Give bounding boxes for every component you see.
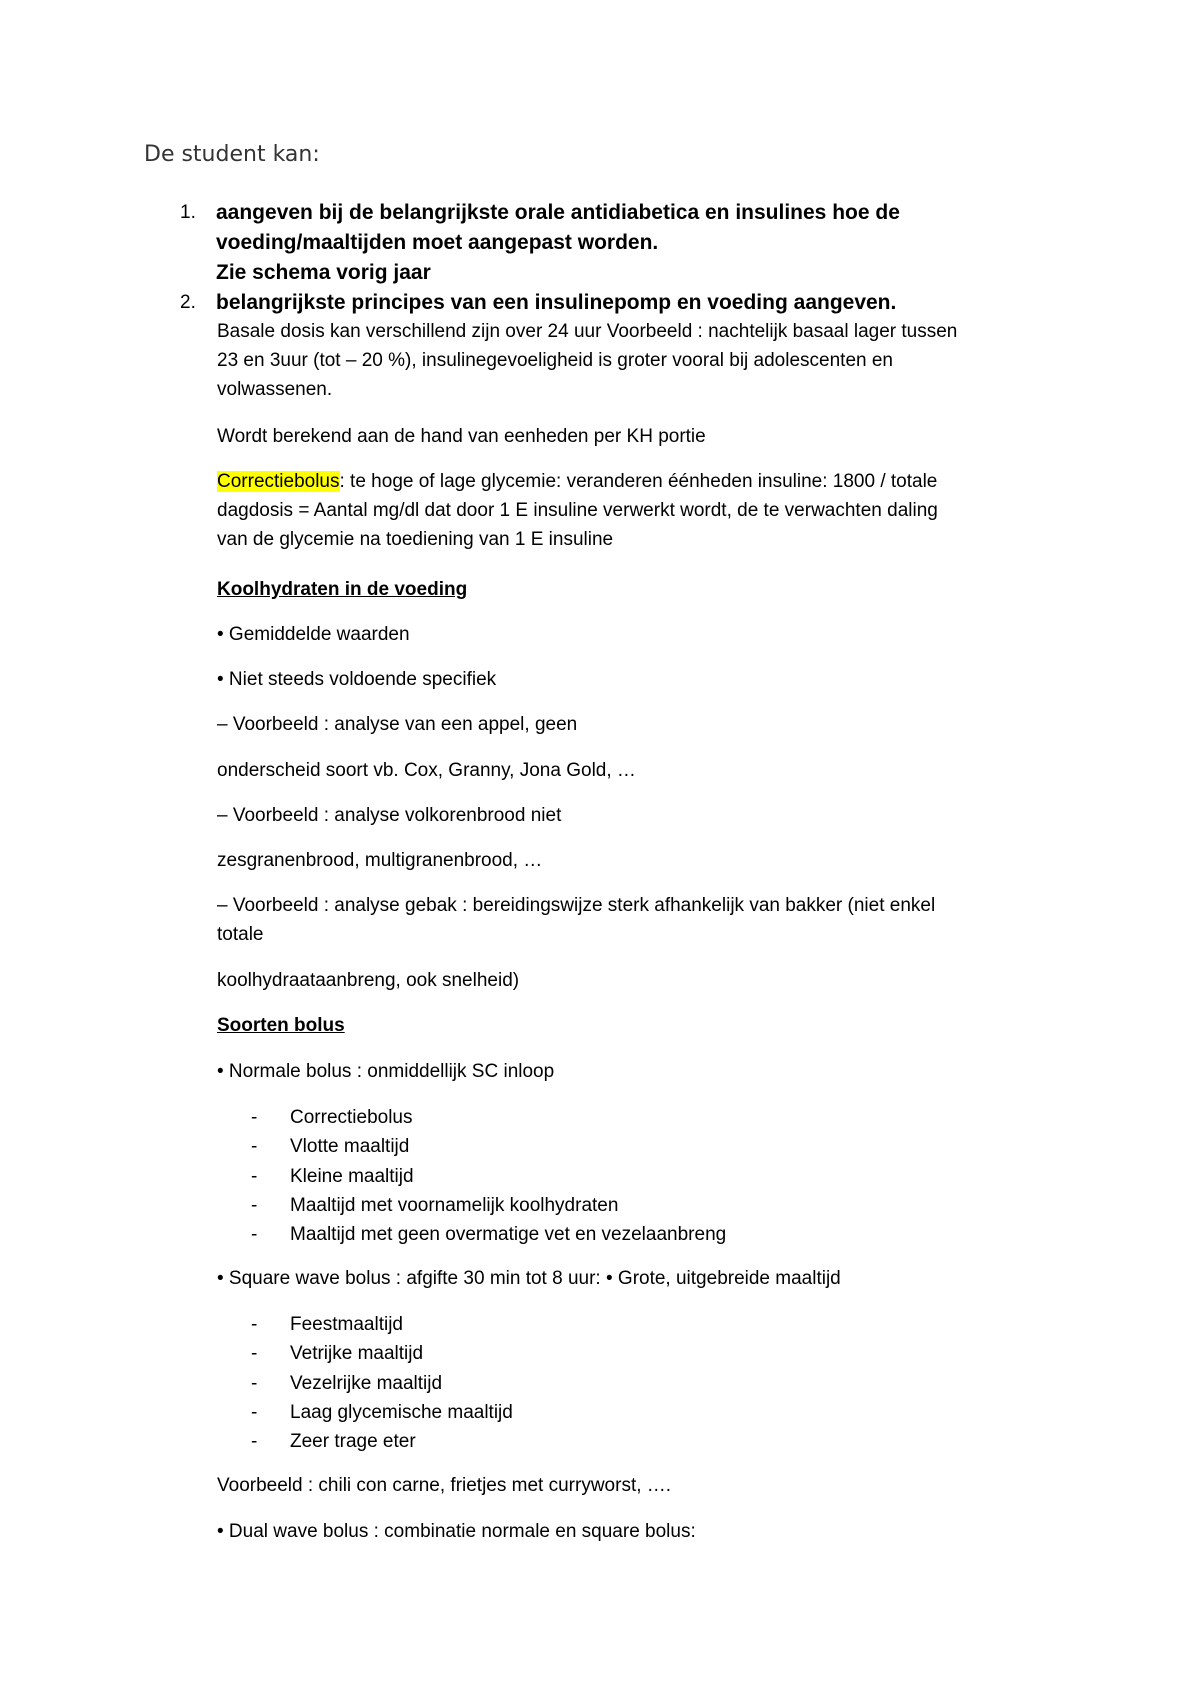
- list-item: - Laag glycemische maaltijd: [248, 1398, 513, 1427]
- kh-line: onderscheid soort vb. Cox, Granny, Jona Gold, …: [217, 760, 636, 781]
- square-bolus-list: [248, 1310, 513, 1456]
- kh-line: – Voorbeeld : analyse van een appel, geen: [217, 714, 578, 735]
- text-line: – Voorbeeld : analyse gebak : bereidingswijze sterk afhankelijk van bakker (niet enkel: [217, 895, 936, 916]
- item-line: voeding/maaltijden moet aangepast worden.: [216, 231, 659, 254]
- list-item: - Maaltijd met geen overmatige vet en vezelaanbreng: [248, 1220, 726, 1249]
- item-line: Zie schema vorig jaar: [216, 261, 431, 284]
- basale-paragraph: [217, 317, 1077, 404]
- item-line: belangrijkste principes van een insulinepomp en voeding aangeven.: [216, 291, 897, 314]
- list-item: - Correctiebolus: [248, 1103, 726, 1132]
- list-item: - Kleine maaltijd: [248, 1162, 726, 1191]
- list-item: - Vetrijke maaltijd: [248, 1339, 513, 1368]
- square-bolus-line: • Square wave bolus : afgifte 30 min tot 8 uur: • Grote, uitgebreide maaltijd: [217, 1268, 841, 1289]
- page-heading: De student kan:: [144, 142, 320, 167]
- list-item: - Feestmaaltijd: [248, 1310, 513, 1339]
- text-line: totale: [217, 924, 264, 945]
- item-line: aangeven bij de belangrijkste orale antidiabetica en insulines hoe de: [216, 201, 900, 224]
- list-item: - Zeer trage eter: [248, 1427, 513, 1456]
- voorbeeld-line: Voorbeeld : chili con carne, frietjes met curryworst, ….: [217, 1475, 672, 1496]
- section-title-koolhydraten: Koolhydraten in de voeding: [217, 579, 468, 600]
- text-line: volwassenen.: [217, 379, 333, 400]
- normale-bolus-list: [248, 1103, 726, 1249]
- kh-line: zesgranenbrood, multigranenbrood, …: [217, 850, 543, 871]
- correctiebolus-paragraph: [217, 467, 1077, 554]
- list-item: - Vezelrijke maaltijd: [248, 1369, 513, 1398]
- text-line: Basale dosis kan verschillend zijn over 24 uur Voorbeeld : nachtelijk basaal lager tussen: [217, 321, 958, 342]
- item-number: 2.: [180, 292, 196, 313]
- item-number: 1.: [180, 202, 196, 223]
- highlighted-term: Correctiebolus: [217, 471, 340, 492]
- kh-line: koolhydraataanbreng, ook snelheid): [217, 970, 520, 991]
- text-line: dagdosis = Aantal mg/dl dat door 1 E insuline verwerkt wordt, de te verwachten daling: [217, 500, 938, 521]
- kh-line: • Niet steeds voldoende specifiek: [217, 669, 497, 690]
- berekend-paragraph: Wordt berekend aan de hand van eenheden per KH portie: [217, 426, 706, 447]
- gebak-paragraph: [217, 891, 1077, 949]
- list-item: - Maaltijd met voornamelijk koolhydraten: [248, 1191, 726, 1220]
- list-item: - Vlotte maaltijd: [248, 1132, 726, 1161]
- text-line: : te hoge of lage glycemie: veranderen éénheden insuline: 1800 / totale: [339, 471, 938, 492]
- kh-line: • Gemiddelde waarden: [217, 624, 410, 645]
- dual-bolus-line: • Dual wave bolus : combinatie normale en square bolus:: [217, 1521, 696, 1542]
- text-line: van de glycemie na toediening van 1 E insuline: [217, 529, 614, 550]
- normale-bolus-line: • Normale bolus : onmiddellijk SC inloop: [217, 1061, 555, 1082]
- kh-line: – Voorbeeld : analyse volkorenbrood niet: [217, 805, 562, 826]
- text-line: 23 en 3uur (tot – 20 %), insulinegevoeligheid is groter vooral bij adolescenten en: [217, 350, 893, 371]
- section-title-soorten-bolus: Soorten bolus: [217, 1015, 345, 1036]
